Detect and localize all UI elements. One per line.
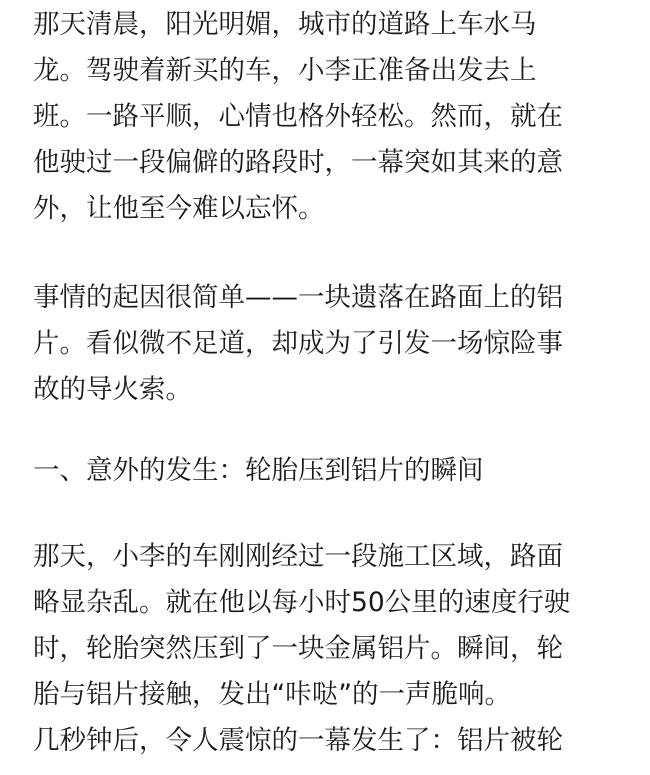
paragraph-incident: [33, 534, 570, 718]
text-line: 几秒钟后，令人震惊的一幕发生了：铝片被轮: [33, 725, 563, 756]
text-line: 胎与铝片接触，发出“咔哒”的一声脆响。: [33, 679, 511, 710]
text-line: 龙。驾驶着新买的车，小李正准备出发去上: [33, 55, 537, 86]
section-heading: 一、意外的发生：轮胎压到铝片的瞬间: [33, 455, 484, 486]
text-line: 班。一路平顺，心情也格外轻松。然而，就在: [33, 101, 563, 132]
text-line: 那天清晨，阳光明媚，城市的道路上车水马: [33, 9, 537, 40]
paragraph-intro: [33, 2, 563, 232]
text-line: 事情的起因很简单——一块遗落在路面上的铝: [33, 282, 563, 313]
paragraph-cause: [33, 275, 563, 413]
text-line: 略显杂乱。就在他以每小时50公里的速度行驶: [33, 587, 571, 618]
text-line: 他驶过一段偏僻的路段时，一幕突如其来的意: [33, 147, 563, 178]
text-line: 外，让他至今难以忘怀。: [33, 193, 325, 224]
text-line: 片。看似微不足道，却成为了引发一场惊险事: [33, 328, 563, 359]
paragraph-aftermath: [33, 718, 563, 764]
text-line: 故的导火索。: [33, 374, 192, 405]
text-line: 时，轮胎突然压到了一块金属铝片。瞬间，轮: [33, 633, 563, 664]
text-line: 那天，小李的车刚刚经过一段施工区域，路面: [33, 541, 563, 572]
